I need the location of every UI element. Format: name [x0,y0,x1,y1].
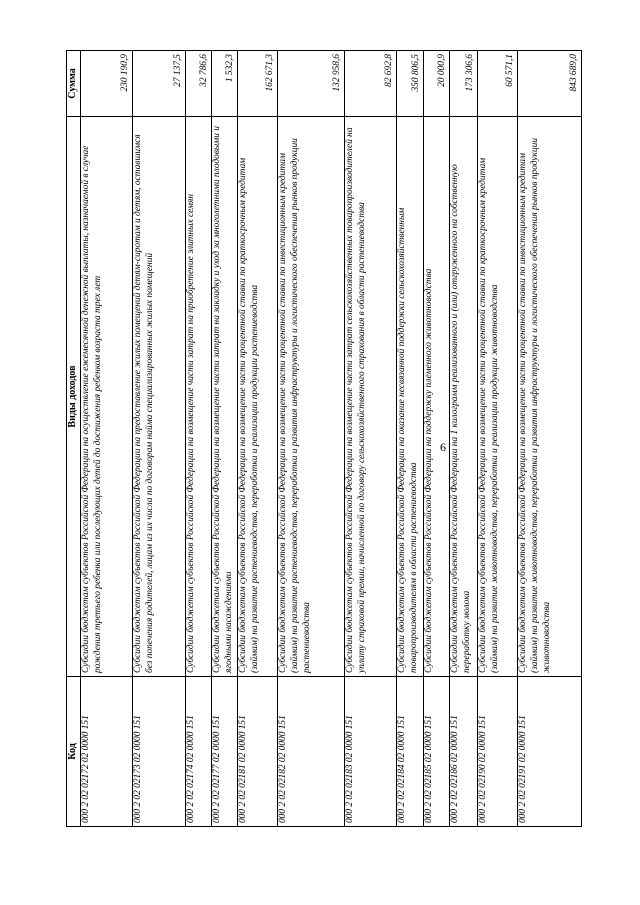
row-revenue-type: Субсидии бюджетам субъектов Российской Федерации на 1 килограмм реализованного и (или) отгруженного на собственную переработку молока [450,117,478,677]
table-row [478,51,518,827]
table-row [278,51,345,827]
row-revenue-type: Субсидии бюджетам субъектов Российской Федерации на предоставление жилых помещений детям-сиротам и детям, оставшимся без попечения родителей, лицам из их числа по договорам найма специализированных жилых помещений [133,117,186,677]
row-code: 000 2 02 02185 02 0000 151 [424,677,450,827]
row-code: 000 2 02 02177 02 0000 151 [212,677,238,827]
revenue-table [66,50,582,827]
table-row [186,51,212,827]
row-sum: 60 571,1 [478,51,518,117]
row-revenue-type: Субсидии бюджетам субъектов Российской Федерации на возмещение части процентной ставки по инвестиционным кредитам (займам) на развитие животноводства, переработки и развития инфраструктуры и логистического обеспечения рынков продукции животноводства [518,117,582,677]
row-sum: 27 137,5 [133,51,186,117]
row-sum: 162 671,3 [238,51,278,117]
row-sum: 1 532,3 [212,51,238,117]
header-sum: Сумма [67,51,81,117]
table-header-row [67,51,81,827]
row-sum: 20 000,9 [424,51,450,117]
table-row [518,51,582,827]
table-row [212,51,238,827]
row-code: 000 2 02 02184 02 0000 151 [397,677,424,827]
row-revenue-type: Субсидии бюджетам субъектов Российской Федерации на поддержку племенного животноводства [424,117,450,677]
table-row [345,51,397,827]
row-revenue-type: Субсидии бюджетам субъектов Российской Федерации на возмещение части затрат на закладку и уход за многолетними плодовыми и ягодными насаждениями [212,117,238,677]
row-revenue-type: Субсидии бюджетам субъектов Российской Федерации на осуществление ежемесячной денежной выплаты, назначаемой в случае рождения третьего ребенка или последующих детей до достижения ребенком возраста трех лет [81,117,133,677]
row-revenue-type: Субсидии бюджетам субъектов Российской Федерации на возмещение части процентной ставки по инвестиционным кредитам (займам) на развитие растениеводства, переработки и развития инфраструктуры и логистического обеспечения рынков продукции растениеводства [278,117,345,677]
row-code: 000 2 02 02183 02 0000 151 [345,677,397,827]
table-row [450,51,478,827]
row-revenue-type: Субсидии бюджетам субъектов Российской Федерации на возмещение части процентной ставки по краткосрочным кредитам (займам) на развитие животноводства, переработки и реализации продукции животноводства [478,117,518,677]
row-code: 000 2 02 02181 02 0000 151 [238,677,278,827]
page-number: 6 [440,440,446,454]
row-sum: 350 806,5 [397,51,424,117]
header-code: Код [67,677,81,827]
row-code: 000 2 02 02172 02 0000 151 [81,677,133,827]
row-sum: 32 786,6 [186,51,212,117]
row-code: 000 2 02 02190 02 0000 151 [478,677,518,827]
table-row [133,51,186,827]
table-row [397,51,424,827]
row-code: 000 2 02 02191 02 0000 151 [518,677,582,827]
row-code: 000 2 02 02174 02 0000 151 [186,677,212,827]
table-row [424,51,450,827]
row-code: 000 2 02 02182 02 0000 151 [278,677,345,827]
table-row [81,51,133,827]
row-revenue-type: Субсидии бюджетам субъектов Российской Федерации на оказание несвязанной поддержки сельскохозяйственным товаропроизводителям в области растениеводства [397,117,424,677]
table-row [238,51,278,827]
row-sum: 230 190,9 [81,51,133,117]
row-revenue-type: Субсидии бюджетам субъектов Российской Федерации на возмещение части процентной ставки по краткосрочным кредитам (займам) на развитие растениеводства, переработки и реализации продукции растениеводства [238,117,278,677]
row-sum: 132 958,6 [278,51,345,117]
header-revenue-type: Виды доходов [67,117,81,677]
row-revenue-type: Субсидии бюджетам субъектов Российской Федерации на возмещение части затрат сельскохозяйственных товаропроизводителей на уплату страховой премии, начисленной по договору сельскохозяйственного страхования в области растениеводства [345,117,397,677]
row-revenue-type: Субсидии бюджетам субъектов Российской Федерации на возмещение части затрат на приобретение элитных семян [186,117,212,677]
row-code: 000 2 02 02186 02 0000 151 [450,677,478,827]
row-code: 000 2 02 02173 02 0000 151 [133,677,186,827]
row-sum: 173 306,6 [450,51,478,117]
row-sum: 843 689,0 [518,51,582,117]
row-sum: 82 692,8 [345,51,397,117]
